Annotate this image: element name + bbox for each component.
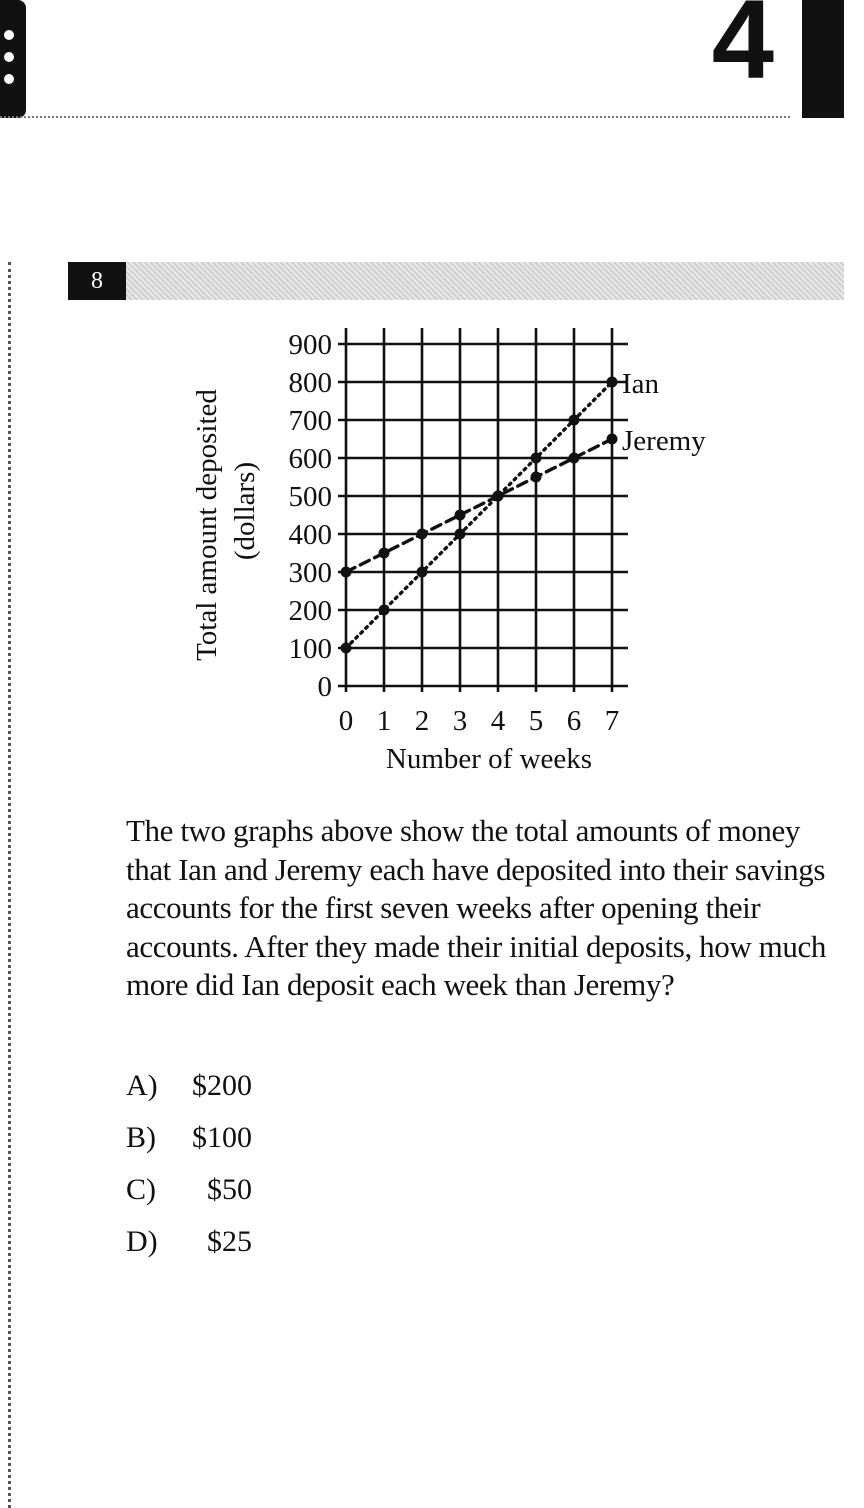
- y-tick-label: 900: [288, 329, 332, 361]
- edge-tab-icon: [0, 0, 26, 118]
- data-point-ian: [341, 643, 352, 654]
- data-point-jeremy: [493, 491, 504, 502]
- data-point-jeremy: [455, 510, 466, 521]
- data-point-ian: [569, 415, 580, 426]
- choice-value: $25: [207, 1225, 252, 1258]
- dot-icon: [4, 74, 14, 84]
- section-marker-block: [802, 0, 844, 118]
- choice-value: $50: [207, 1173, 252, 1206]
- deposit-line-chart: [180, 318, 740, 788]
- y-tick-label: 600: [288, 443, 332, 475]
- x-tick-label: 0: [338, 705, 354, 737]
- y-tick-label: 800: [288, 367, 332, 399]
- choice-b[interactable]: [126, 1118, 252, 1170]
- data-point-ian: [417, 567, 428, 578]
- choice-letter: B): [126, 1121, 156, 1154]
- choice-letter: A): [126, 1069, 158, 1102]
- choice-a[interactable]: [126, 1066, 252, 1118]
- x-tick-label: 5: [528, 705, 544, 737]
- data-point-ian: [531, 453, 542, 464]
- choice-letter: C): [126, 1173, 156, 1206]
- data-point-jeremy: [417, 529, 428, 540]
- question-number: 8: [68, 262, 126, 300]
- y-tick-label: 200: [288, 595, 332, 627]
- x-tick-label: 2: [414, 705, 430, 737]
- chart-series: [341, 377, 618, 654]
- data-point-ian: [455, 529, 466, 540]
- question-text: The two graphs above show the total amounts of money that Ian and Jeremy each have deposited into their savings accounts for the first seven weeks after opening their accounts. After they made their initial deposits, how much more did Ian deposit each week than Jeremy?: [126, 813, 826, 1002]
- x-tick-label: 4: [490, 705, 506, 737]
- data-point-ian: [607, 377, 618, 388]
- y-axis-unit: (dollars): [229, 461, 261, 561]
- y-tick-label: 300: [288, 557, 332, 589]
- series-label-ian: Ian: [622, 368, 660, 400]
- data-point-jeremy: [341, 567, 352, 578]
- series-label-jeremy: Jeremy: [622, 425, 706, 457]
- data-point-jeremy: [607, 434, 618, 445]
- x-tick-label: 3: [452, 705, 468, 737]
- x-tick-label: 7: [604, 705, 620, 737]
- header-divider: [0, 116, 790, 118]
- y-axis-title: Total amount deposited: [191, 389, 223, 661]
- choice-letter: D): [126, 1225, 158, 1258]
- y-tick-label: 0: [317, 671, 332, 703]
- section-number: 4: [711, 0, 774, 102]
- data-point-jeremy: [569, 453, 580, 464]
- y-tick-label: 400: [288, 519, 332, 551]
- choice-d[interactable]: [126, 1222, 252, 1274]
- answer-choices: [126, 1066, 252, 1274]
- y-tick-label: 100: [288, 633, 332, 665]
- x-tick-label: 6: [566, 705, 582, 737]
- y-tick-label: 500: [288, 481, 332, 513]
- dot-icon: [4, 30, 14, 40]
- margin-divider: [8, 262, 11, 1508]
- choice-value: $200: [192, 1069, 252, 1102]
- question-header-bar: [68, 262, 844, 300]
- data-point-ian: [379, 605, 390, 616]
- dot-icon: [4, 52, 14, 62]
- y-tick-label: 700: [288, 405, 332, 437]
- x-tick-label: 1: [376, 705, 392, 737]
- data-point-jeremy: [531, 472, 542, 483]
- data-point-jeremy: [379, 548, 390, 559]
- x-axis-title: Number of weeks: [385, 743, 593, 775]
- choice-c[interactable]: [126, 1170, 252, 1222]
- page-header: [0, 0, 864, 130]
- choice-value: $100: [192, 1121, 252, 1154]
